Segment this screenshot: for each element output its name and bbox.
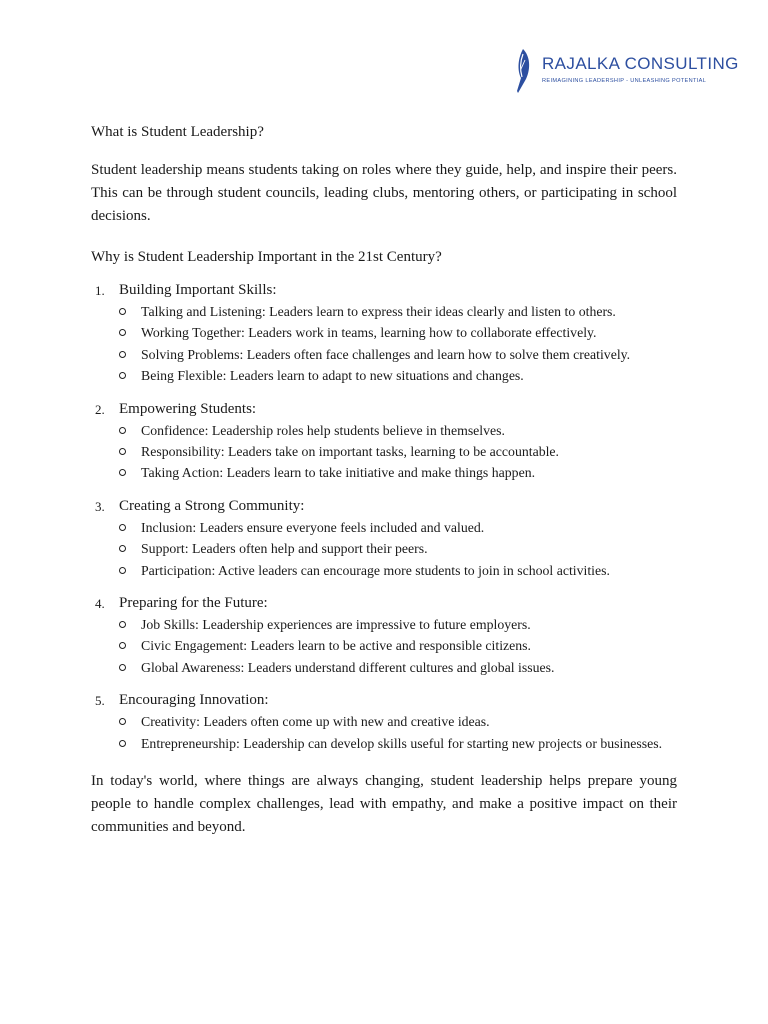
sub-list — [119, 420, 677, 484]
sub-list — [119, 301, 677, 387]
sub-item-text: Confidence: Leadership roles help students believe in themselves. — [141, 422, 505, 438]
sub-item-text: Entrepreneurship: Leadership can develop skills useful for starting new projects or businesses. — [141, 735, 663, 751]
circle-bullet-icon — [119, 524, 126, 531]
section-item — [91, 593, 677, 678]
sub-item — [119, 635, 677, 656]
sub-item-text: Support: Leaders often help and support their peers. — [141, 541, 428, 557]
section-title: Creating a Strong Community: — [119, 497, 305, 514]
sub-item-text: Working Together: Leaders work in teams, learning how to collaborate effectively. — [141, 325, 597, 341]
sub-item — [119, 344, 677, 365]
section-title: Encouraging Innovation: — [119, 692, 269, 709]
circle-bullet-icon — [119, 448, 126, 455]
sub-item-text: Solving Problems: Leaders often face challenges and learn how to solve them creatively. — [141, 346, 631, 362]
sub-item-text: Civic Engagement: Leaders learn to be active and responsible citizens. — [141, 638, 531, 654]
sub-item-text: Job Skills: Leadership experiences are impressive to future employers. — [141, 617, 531, 633]
sub-item — [119, 657, 677, 678]
sub-item — [119, 301, 677, 322]
sub-item — [119, 538, 677, 559]
heading-why-important: Why is Student Leadership Important in the 21st Century? — [91, 249, 442, 265]
sub-item-text: Participation: Active leaders can encourage more students to join in school activities. — [141, 562, 610, 578]
circle-bullet-icon — [119, 621, 126, 628]
circle-bullet-icon — [119, 740, 126, 747]
sub-item-text: Inclusion: Leaders ensure everyone feels included and valued. — [141, 519, 485, 535]
brand-logo — [510, 46, 739, 96]
sub-item-text: Talking and Listening: Leaders learn to express their ideas clearly and listen to others. — [141, 304, 616, 319]
sub-item — [119, 614, 677, 635]
section-item — [91, 280, 677, 387]
sub-item — [119, 462, 677, 483]
sub-item-text: Being Flexible: Leaders learn to adapt to new situations and changes. — [141, 368, 524, 384]
section-item — [91, 399, 677, 484]
circle-bullet-icon — [119, 718, 126, 725]
brand-name: RAJALKA CONSULTING — [542, 54, 739, 73]
section-number: 2. — [95, 401, 105, 417]
sub-item — [119, 711, 677, 732]
section-number: 4. — [95, 596, 105, 612]
section-title: Preparing for the Future: — [119, 595, 268, 612]
circle-bullet-icon — [119, 427, 126, 434]
sub-item-text: Responsibility: Leaders take on important tasks, learning to be accountable. — [141, 444, 560, 460]
circle-bullet-icon — [119, 545, 126, 552]
section-number: 3. — [95, 498, 105, 514]
sub-item — [119, 517, 677, 538]
section-number: 5. — [95, 693, 105, 709]
sub-list — [119, 711, 677, 754]
sub-item — [119, 441, 677, 462]
section-title: Empowering Students: — [119, 400, 257, 417]
sub-item — [119, 322, 677, 343]
closing-paragraph: In today's world, where things are always changing, student leadership helps prepare young people to handle complex challenges, lead with empathy, and make a positive impact on their communities and beyond. — [91, 773, 677, 836]
sections-list — [91, 280, 677, 754]
sub-item — [119, 733, 677, 754]
sub-item-text: Global Awareness: Leaders understand different cultures and global issues. — [141, 659, 555, 675]
intro-paragraph: Student leadership means students taking on roles where they guide, help, and inspire their peers. This can be through student councils, leading clubs, mentoring others, or participating in school decisions. — [91, 162, 677, 224]
circle-bullet-icon — [119, 351, 126, 358]
circle-bullet-icon — [119, 664, 126, 671]
sub-item-text: Taking Action: Leaders learn to take initiative and make things happen. — [141, 465, 536, 481]
section-title: Building Important Skills: — [119, 282, 277, 298]
sub-item — [119, 420, 677, 441]
quill-logo-icon — [510, 48, 536, 94]
circle-bullet-icon — [119, 372, 126, 379]
section-item — [91, 690, 677, 754]
circle-bullet-icon — [119, 567, 126, 574]
sub-item-text: Creativity: Leaders often come up with new and creative ideas. — [141, 714, 490, 730]
section-item — [91, 496, 677, 581]
circle-bullet-icon — [119, 308, 126, 315]
circle-bullet-icon — [119, 329, 126, 336]
circle-bullet-icon — [119, 642, 126, 649]
document-body — [91, 120, 677, 839]
sub-item — [119, 365, 677, 386]
sub-list — [119, 517, 677, 581]
sub-item — [119, 560, 677, 581]
section-number: 1. — [95, 283, 105, 298]
sub-list — [119, 614, 677, 678]
heading-what-is: What is Student Leadership? — [91, 124, 264, 140]
circle-bullet-icon — [119, 469, 126, 476]
brand-tagline: REIMAGINING LEADERSHIP - UNLEASHING POTENTIAL — [542, 78, 707, 84]
